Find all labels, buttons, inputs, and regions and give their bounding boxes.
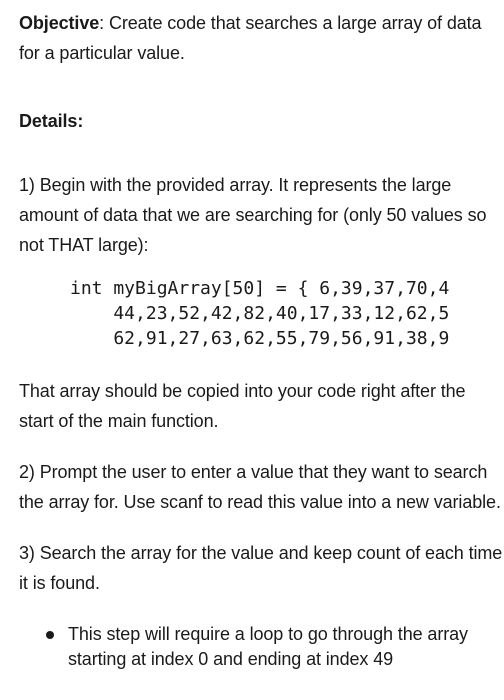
step-2-text: 2) Prompt the user to enter a value that they want to search the array for. Use scanf to read this value into a new variable.	[19, 462, 501, 512]
code-block	[19, 276, 504, 351]
step-3-text: 3) Search the array for the value and keep count of each time it is found.	[19, 543, 503, 593]
objective-paragraph	[19, 8, 504, 68]
bullet-icon	[46, 631, 54, 639]
step-3-bullets	[19, 622, 504, 672]
objective-text: : Create code that searches a large array of data for a particular value.	[19, 13, 482, 63]
list-item	[19, 622, 504, 672]
code-line-1: int myBigArray[50] = { 6,39,37,70,4	[70, 278, 450, 299]
details-heading: Details:	[19, 111, 84, 131]
step-1-text: 1) Begin with the provided array. It represents the large amount of data that we are searching for (only 50 values so not THAT large):	[19, 175, 487, 255]
bullet-text: This step will require a loop to go through the array starting at index 0 and ending at index 49	[68, 624, 468, 669]
assignment-document	[19, 8, 504, 672]
code-line-2: 44,23,52,42,82,40,17,33,12,62,5	[70, 303, 450, 324]
code-line-3: 62,91,27,63,62,55,79,56,91,38,9	[70, 328, 450, 349]
objective-label: Objective	[19, 13, 100, 33]
copy-note-text: That array should be copied into your code right after the start of the main function.	[19, 381, 466, 431]
